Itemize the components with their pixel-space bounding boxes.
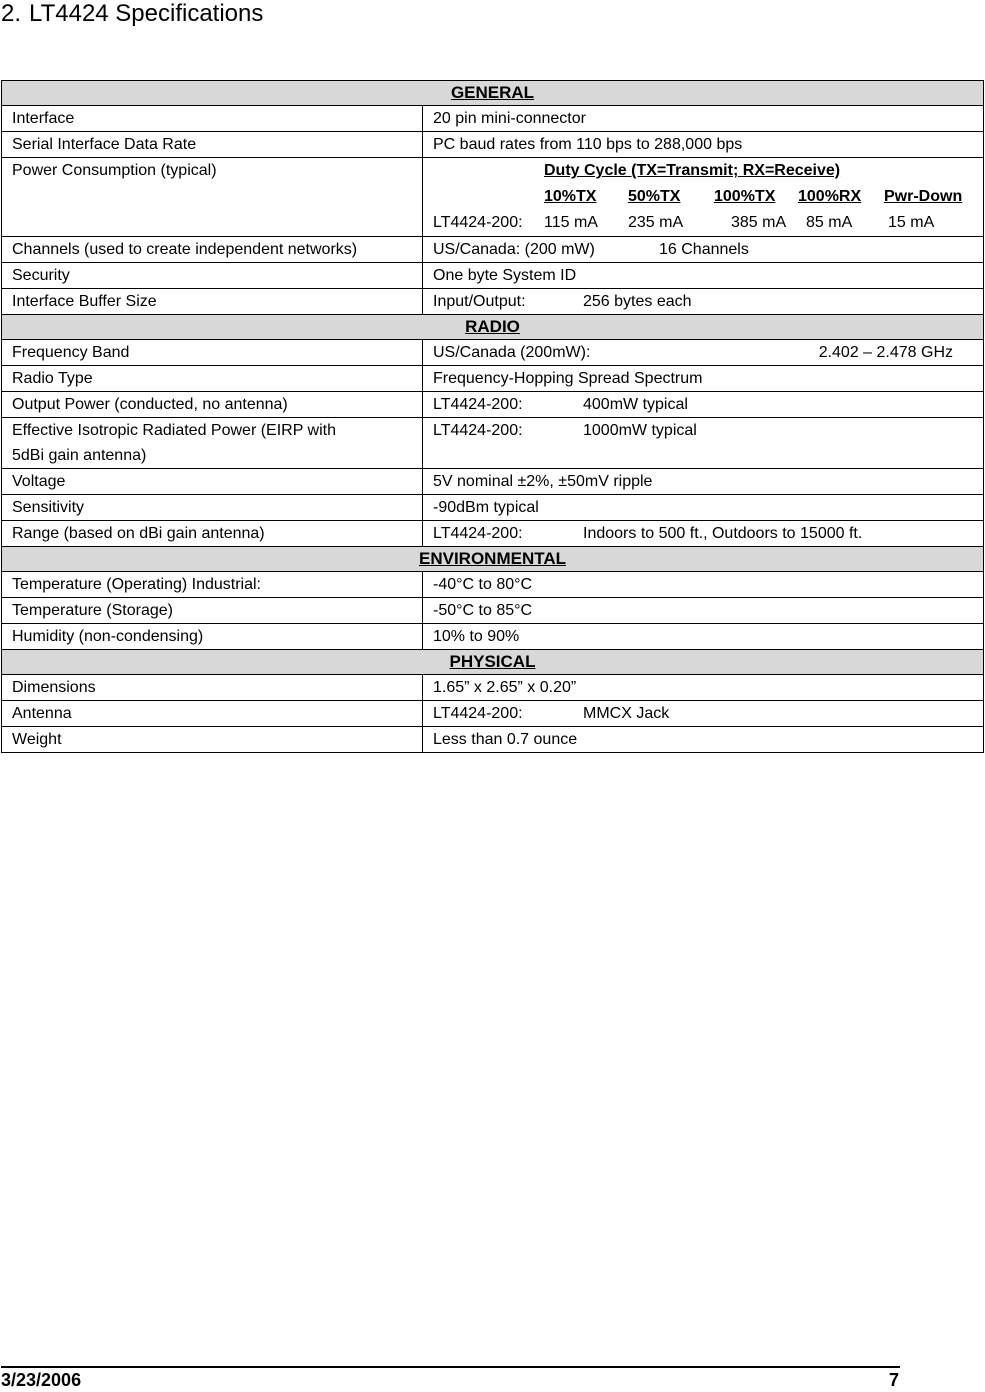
spec-key: US/Canada (200mW): bbox=[433, 344, 591, 361]
table-row bbox=[2, 263, 984, 289]
power-col-header: 100%TX bbox=[714, 188, 776, 205]
power-value: 85 mA bbox=[806, 214, 853, 231]
spec-key: LT4424-200: bbox=[433, 422, 523, 439]
table-row bbox=[2, 624, 984, 650]
spec-key: LT4424-200: bbox=[433, 525, 523, 542]
table-row bbox=[2, 469, 984, 495]
spec-label: Dimensions bbox=[2, 675, 423, 701]
spec-value: Frequency-Hopping Spread Spectrum bbox=[423, 366, 984, 392]
table-row bbox=[2, 158, 984, 237]
power-col-header: 10%TX bbox=[544, 188, 597, 205]
section-header-radio bbox=[2, 315, 984, 340]
section-header-physical bbox=[2, 650, 984, 675]
footer-date: 3/23/2006 bbox=[1, 1370, 82, 1390]
spec-value: 16 Channels bbox=[659, 241, 749, 258]
radio-header: RADIO bbox=[465, 317, 520, 336]
physical-header: PHYSICAL bbox=[449, 652, 536, 671]
spec-label: Frequency Band bbox=[2, 340, 423, 366]
spec-value: PC baud rates from 110 bps to 288,000 bps bbox=[423, 132, 984, 158]
section-header-environmental bbox=[2, 547, 984, 572]
table-row bbox=[2, 521, 984, 547]
table-row bbox=[2, 366, 984, 392]
spec-label: Radio Type bbox=[2, 366, 423, 392]
table-row bbox=[2, 392, 984, 418]
table-row bbox=[2, 572, 984, 598]
table-row bbox=[2, 675, 984, 701]
spec-label: Weight bbox=[2, 727, 423, 753]
table-row bbox=[2, 132, 984, 158]
spec-value: 5V nominal ±2%, ±50mV ripple bbox=[423, 469, 984, 495]
section-header-general bbox=[2, 81, 984, 106]
table-row bbox=[2, 289, 984, 315]
spec-table bbox=[1, 80, 984, 753]
spec-label: Humidity (non-condensing) bbox=[2, 624, 423, 650]
spec-label: Effective Isotropic Radiated Power (EIRP with 5dBi gain antenna) bbox=[2, 418, 423, 469]
table-row bbox=[2, 495, 984, 521]
spec-key: Input/Output: bbox=[433, 293, 526, 310]
table-row bbox=[2, 237, 984, 263]
spec-label: Interface Buffer Size bbox=[2, 289, 423, 315]
spec-label: Security bbox=[2, 263, 423, 289]
spec-value: One byte System ID bbox=[423, 263, 984, 289]
spec-value: Indoors to 500 ft., Outdoors to 15000 ft. bbox=[583, 525, 863, 542]
spec-value: -90dBm typical bbox=[423, 495, 984, 521]
spec-key: US/Canada: (200 mW) bbox=[433, 241, 595, 258]
spec-value: 256 bytes each bbox=[583, 293, 692, 310]
spec-label: Voltage bbox=[2, 469, 423, 495]
spec-label: Power Consumption (typical) bbox=[2, 158, 423, 237]
spec-label: Temperature (Storage) bbox=[2, 598, 423, 624]
table-row bbox=[2, 598, 984, 624]
section-number: 2. bbox=[1, 0, 22, 27]
spec-label: Serial Interface Data Rate bbox=[2, 132, 423, 158]
power-value: 235 mA bbox=[628, 214, 684, 231]
power-model: LT4424-200: bbox=[433, 214, 523, 231]
table-row bbox=[2, 340, 984, 366]
section-title: LT4424 Specifications bbox=[29, 0, 264, 27]
page-title bbox=[1, 0, 263, 28]
general-header: GENERAL bbox=[450, 83, 535, 102]
spec-label: Temperature (Operating) Industrial: bbox=[2, 572, 423, 598]
spec-value: 20 pin mini-connector bbox=[423, 106, 984, 132]
footer-divider bbox=[1, 1366, 900, 1368]
spec-value: -40°C to 80°C bbox=[423, 572, 984, 598]
table-row bbox=[2, 727, 984, 753]
power-value: 385 mA bbox=[731, 214, 787, 231]
spec-value: -50°C to 85°C bbox=[423, 598, 984, 624]
spec-value: 10% to 90% bbox=[423, 624, 984, 650]
spec-value: 2.402 – 2.478 GHz bbox=[818, 344, 953, 361]
spec-value: 1.65” x 2.65” x 0.20” bbox=[423, 675, 984, 701]
spec-label: Interface bbox=[2, 106, 423, 132]
spec-label: Sensitivity bbox=[2, 495, 423, 521]
power-value: 115 mA bbox=[544, 214, 598, 231]
power-col-header: 50%TX bbox=[628, 188, 681, 205]
spec-label: Channels (used to create independent networks) bbox=[2, 237, 423, 263]
spec-label: Range (based on dBi gain antenna) bbox=[2, 521, 423, 547]
spec-label: Antenna bbox=[2, 701, 423, 727]
power-consumption-cell bbox=[423, 158, 984, 237]
table-row bbox=[2, 701, 984, 727]
table-row bbox=[2, 418, 984, 469]
spec-key: LT4424-200: bbox=[433, 705, 523, 722]
power-col-header: 100%RX bbox=[798, 188, 862, 205]
spec-value: 400mW typical bbox=[583, 396, 688, 413]
duty-cycle-heading: Duty Cycle (TX=Transmit; RX=Receive) bbox=[544, 162, 841, 179]
power-col-header: Pwr-Down bbox=[884, 188, 963, 205]
spec-key: LT4424-200: bbox=[433, 396, 523, 413]
spec-value: 1000mW typical bbox=[583, 422, 697, 439]
environmental-header: ENVIRONMENTAL bbox=[418, 549, 566, 568]
spec-label: Output Power (conducted, no antenna) bbox=[2, 392, 423, 418]
spec-value: Less than 0.7 ounce bbox=[423, 727, 984, 753]
spec-value: MMCX Jack bbox=[583, 705, 670, 722]
page-number: 7 bbox=[889, 1370, 900, 1390]
table-row bbox=[2, 106, 984, 132]
power-value: 15 mA bbox=[888, 214, 935, 231]
